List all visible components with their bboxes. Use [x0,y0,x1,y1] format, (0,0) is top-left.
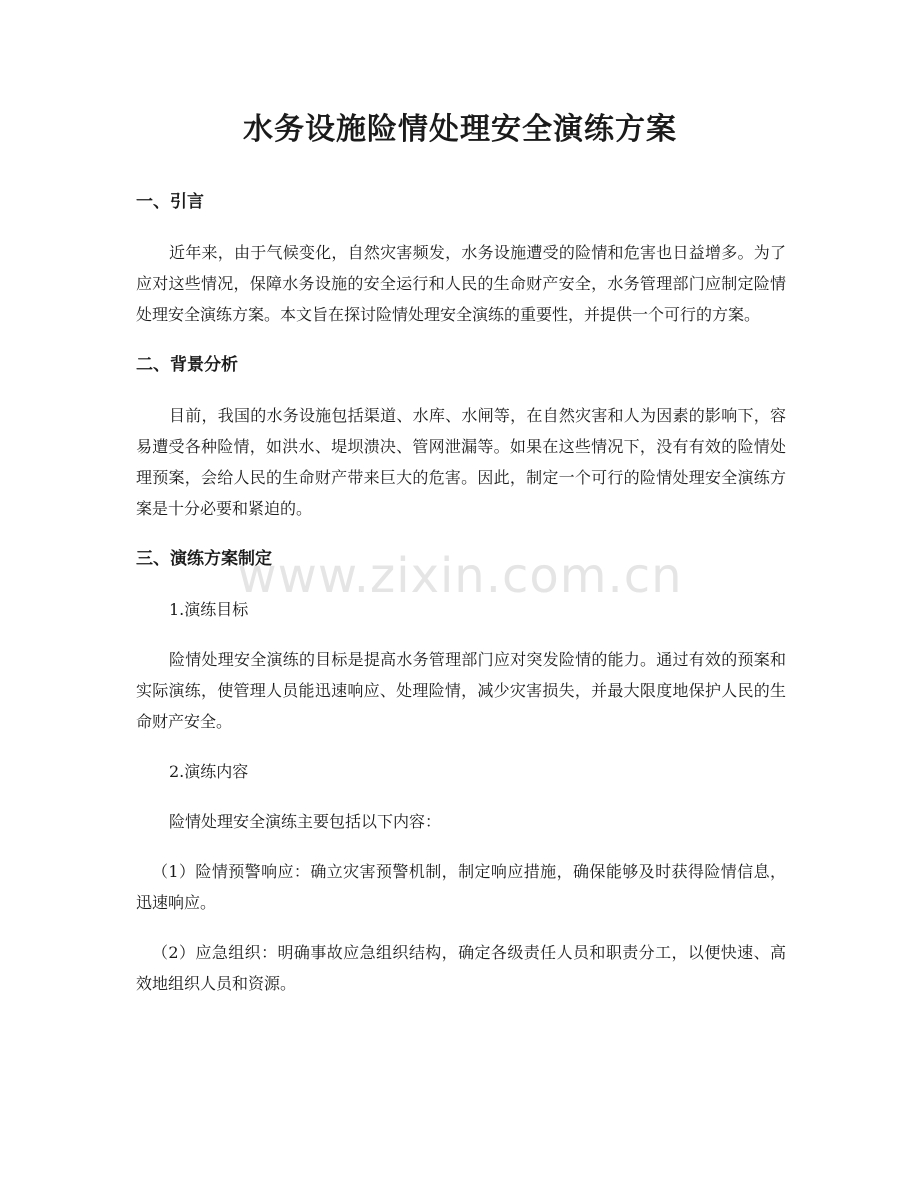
list-item: （1）险情预警响应：确立灾害预警机制，制定响应措施，确保能够及时获得险情信息，迅速响应。 [136,862,786,912]
section-background [136,349,786,524]
paragraph: 险情处理安全演练的目标是提高水务管理部门应对突发险情的能力。通过有效的预案和实际演练，使管理人员能迅速响应、处理险情，减少灾害损失，并最大限度地保护人民的生命财产安全。 [136,650,786,731]
paragraph: 近年来，由于气候变化，自然灾害频发，水务设施遭受的险情和危害也日益增多。为了应对这些情况，保障水务设施的安全运行和人民的生命财产安全，水务管理部门应制定险情处理安全演练方案。本文旨在探讨险情处理安全演练的重要性，并提供一个可行的方案。 [136,243,786,324]
document-body [136,186,786,1018]
subsection-title: 2.演练内容 [169,762,249,781]
section-plan [136,543,786,999]
section-introduction [136,186,786,330]
document-title: 水务设施险情处理安全演练方案 [243,112,677,147]
watermark: www.zixin.com.cn [237,548,683,604]
section-heading: 一、引言 [136,192,204,212]
paragraph: 险情处理安全演练主要包括以下内容： [169,812,442,831]
list-item: （2）应急组织：明确事故应急组织结构，确定各级责任人员和职责分工，以便快速、高效地组织人员和资源。 [136,943,786,993]
subsection-title: 1.演练目标 [169,600,249,619]
section-heading: 三、演练方案制定 [136,549,272,569]
paragraph: 目前，我国的水务设施包括渠道、水库、水闸等，在自然灾害和人为因素的影响下，容易遭受各种险情，如洪水、堤坝溃决、管网泄漏等。如果在这些情况下，没有有效的险情处理预案，会给人民的生命财产带来巨大的危害。因此，制定一个可行的险情处理安全演练方案是十分必要和紧迫的。 [136,406,786,518]
section-heading: 二、背景分析 [136,355,238,375]
